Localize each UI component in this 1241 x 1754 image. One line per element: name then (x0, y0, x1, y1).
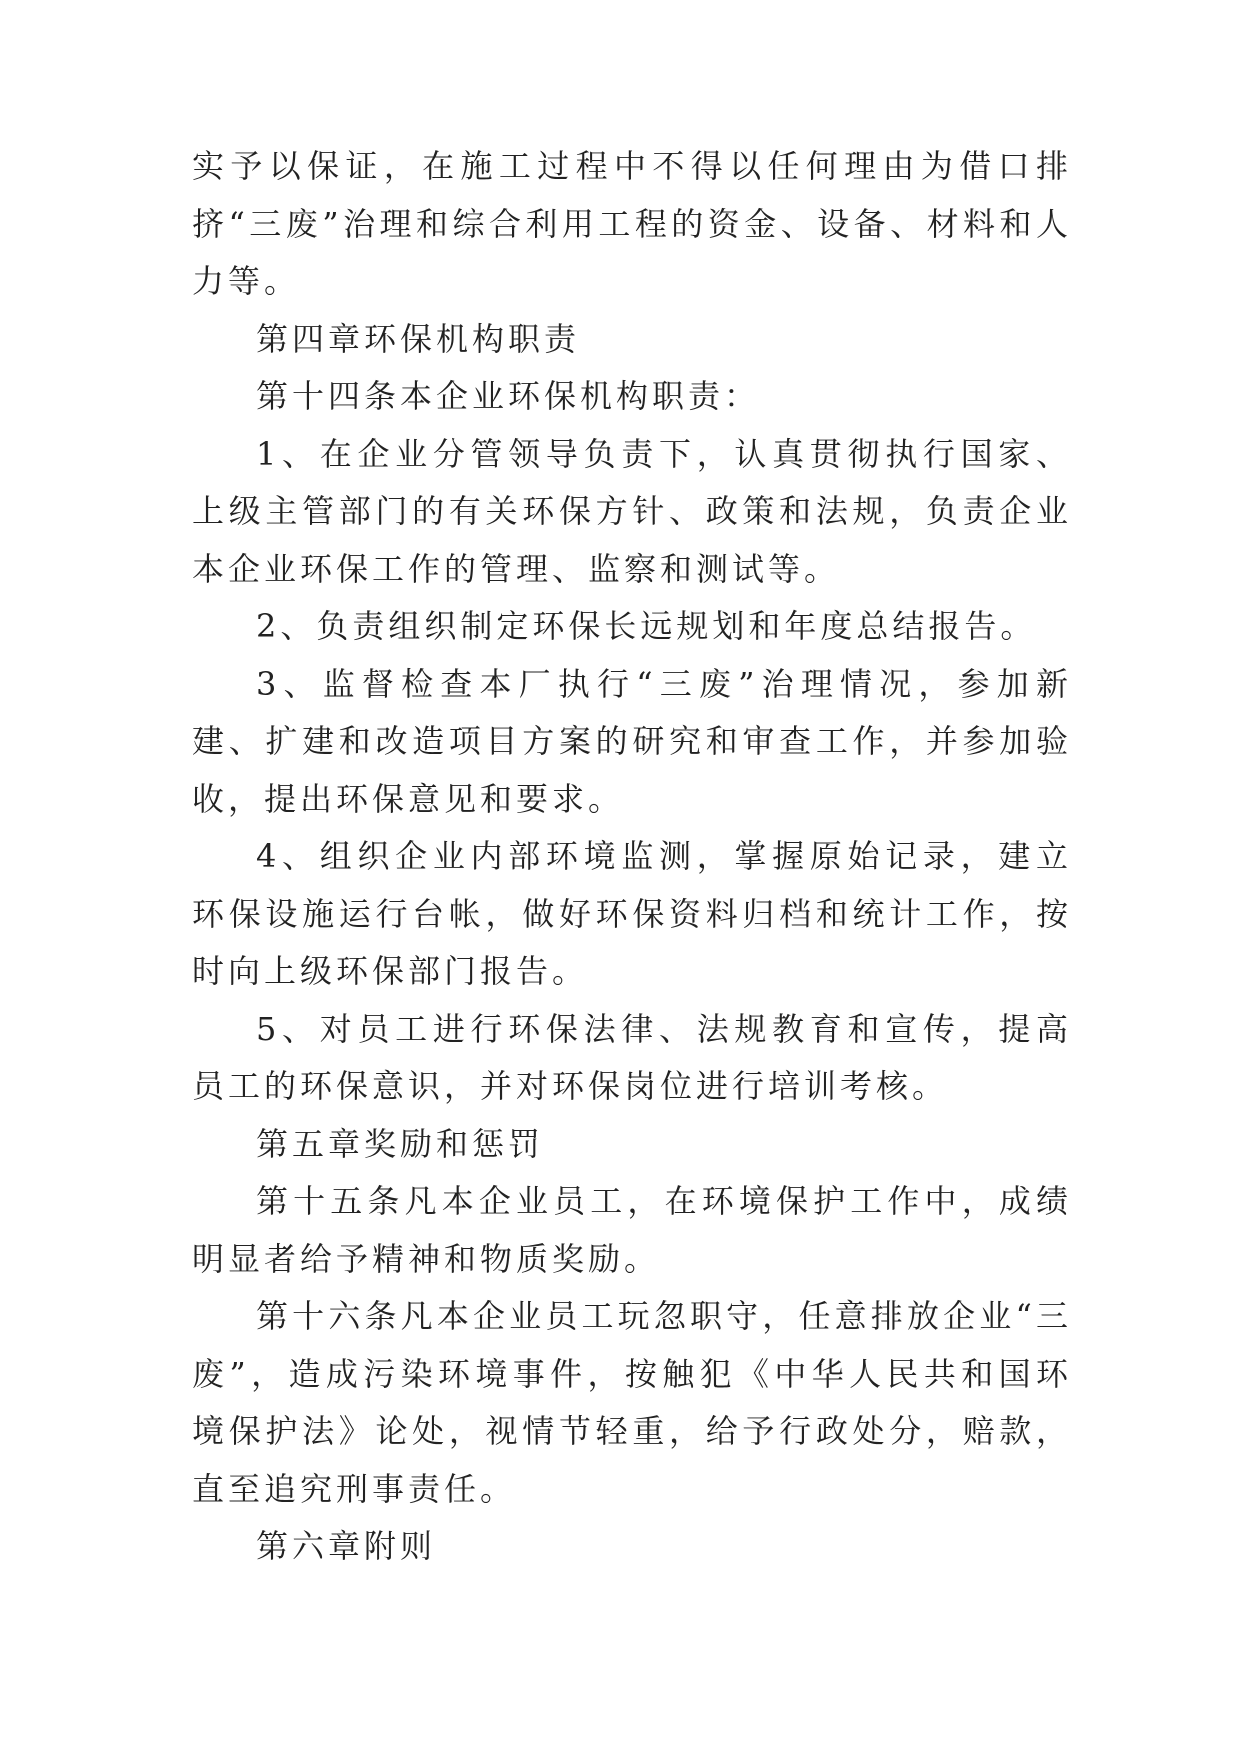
chapter-heading-4: 第四章环保机构职责 (256, 319, 581, 358)
list-item-2: 2、负责组织制定环保长远规划和年度总结报告。 (256, 607, 1037, 645)
document-body (192, 138, 1072, 1576)
chapter-heading-5: 第五章奖励和惩罚 (256, 1124, 545, 1163)
article-15: 第十五条凡本企业员工，在环境保护工作中，成绩明显者给予精神和物质奖励。 (192, 1182, 1072, 1278)
list-item-5: 5、对员工进行环保法律、法规教育和宣传，提高员工的环保意识，并对环保岗位进行培训考核。 (192, 1009, 1072, 1105)
list-item-3: 3、监督检查本厂执行“三废”治理情况，参加新建、扩建和改造项目方案的研究和审查工作，并参加验收，提出环保意见和要求。 (192, 664, 1072, 818)
article-14: 第十四条本企业环保机构职责： (256, 377, 761, 415)
chapter-heading-6: 第六章附则 (256, 1527, 437, 1565)
paragraph-continuation: 实予以保证，在施工过程中不得以任何理由为借口排挤“三废”治理和综合利用工程的资金、设备、材料和人力等。 (192, 147, 1072, 300)
list-item-1: 1、在企业分管领导负责下，认真贯彻执行国家、上级主管部门的有关环保方针、政策和法规，负责企业本企业环保工作的管理、监察和测试等。 (192, 434, 1072, 588)
article-16: 第十六条凡本企业员工玩忽职守，任意排放企业“三废”，造成污染环境事件，按触犯《中华人民共和国环境保护法》论处，视情节轻重，给予行政处分，赔款，直至追究刑事责任。 (192, 1297, 1072, 1508)
list-item-4: 4、组织企业内部环境监测，掌握原始记录，建立环保设施运行台帐，做好环保资料归档和统计工作，按时向上级环保部门报告。 (192, 837, 1072, 990)
